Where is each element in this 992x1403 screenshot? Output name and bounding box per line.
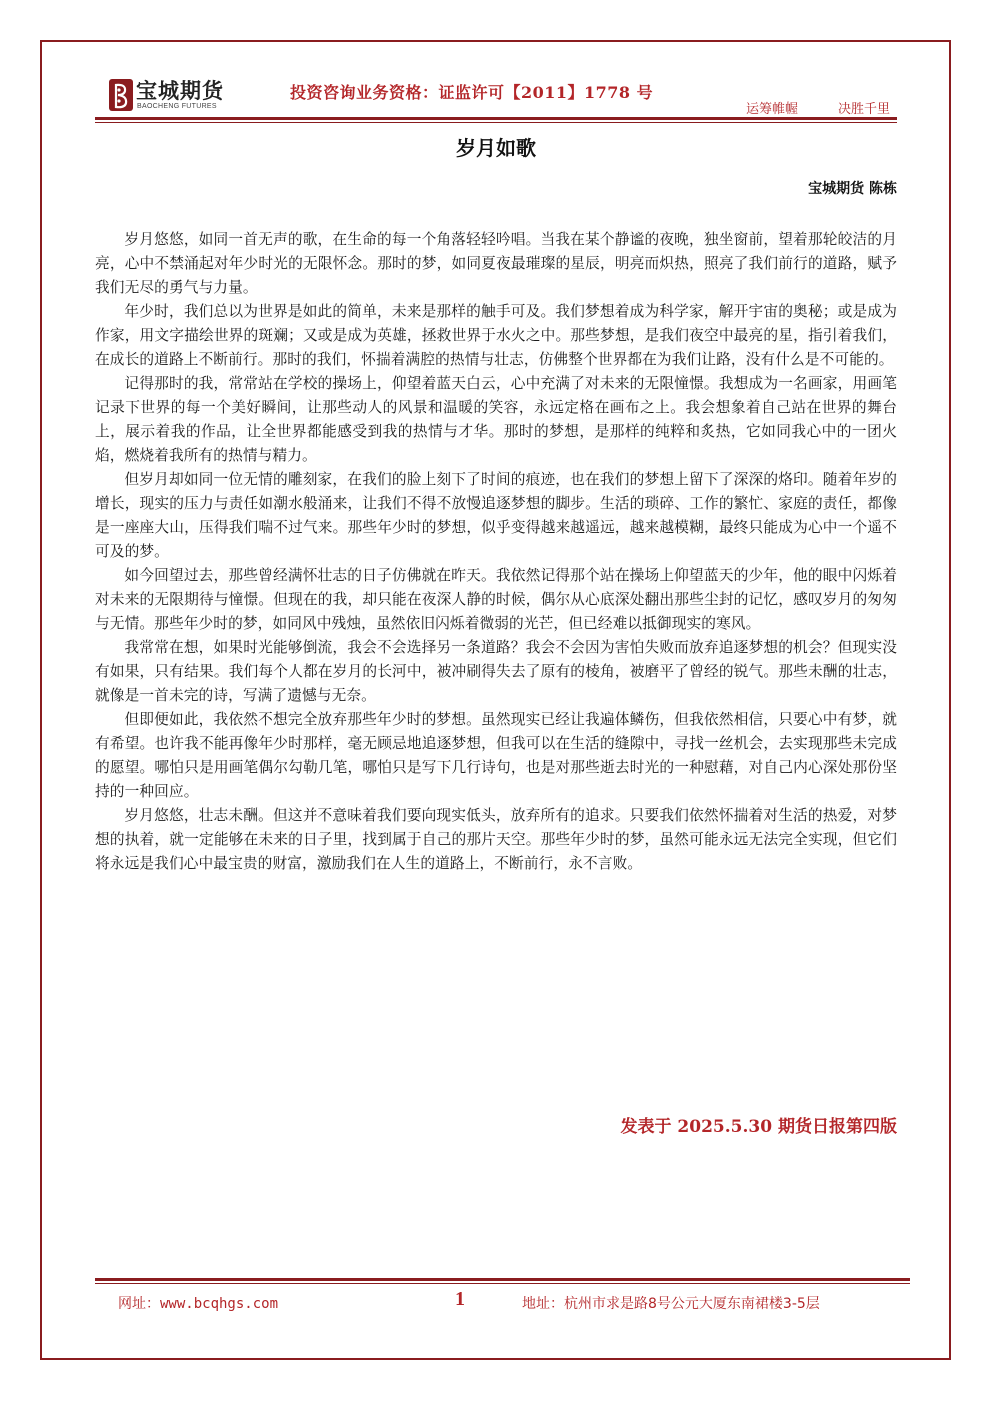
qualification-text: 投资咨询业务资格：证监许可【2011】1778 号 (290, 83, 654, 102)
logo-emblem-icon (108, 78, 134, 112)
paragraph: 记得那时的我，常常站在学校的操场上，仰望着蓝天白云，心中充满了对未来的无限憧憬。我想成为一名画家，用画笔记录下世界的每一个美好瞬间，让那些动人的风景和温暖的笑容，永远定格在画布之上。我会想象着自己站在世界的舞台上，展示着我的作品，让全世界都能感受到我的热情与才华。那时的梦想，是那样的纯粹和炙热，它如同我心中的一团火焰，燃烧着我所有的热情与精力。 (95, 375, 897, 464)
slogan-first: 运筹帷幄 (746, 102, 799, 117)
slogan-second: 决胜千里 (838, 102, 891, 117)
page-number: 1 (455, 1288, 465, 1310)
paragraph: 年少时，我们总以为世界是如此的简单，未来是那样的触手可及。我们梦想着成为科学家，解开宇宙的奥秘；或是成为作家，用文字描绘世界的斑斓；又或是成为英雄，拯救世界于水火之中。那些梦想，是我们夜空中最亮的星，指引着我们，在成长的道路上不断前行。那时的我们，怀揣着满腔的热情与壮志，仿佛整个世界都在为我们让路，没有什么是不可能的。 (95, 303, 897, 368)
footer-address: 地址：杭州市求是路8号公元大厦东南裙楼3-5层 (522, 1296, 820, 1312)
paragraph: 我常常在想，如果时光能够倒流，我会不会选择另一条道路？我会不会因为害怕失败而放弃追逐梦想的机会？但现实没有如果，只有结果。我们每个人都在岁月的长河中，被冲刷得失去了原有的棱角，被磨平了曾经的锐气。那些未酬的壮志，就像是一首未完的诗，写满了遗憾与无奈。 (95, 639, 897, 704)
article-title: 岁月如歌 (456, 136, 536, 160)
header-rule-thick (95, 117, 897, 120)
logo-chinese-name: 宝城期货 (136, 78, 224, 103)
article-body (95, 228, 897, 876)
paragraph: 如今回望过去，那些曾经满怀壮志的日子仿佛就在昨天。我依然记得那个站在操场上仰望蓝天的少年，他的眼中闪烁着对未来的无限期待与憧憬。但现在的我，却只能在夜深人静的时候，偶尔从心底深处翻出那些尘封的记忆，感叹岁月的匆匆与无情。那些年少时的梦，如同风中残烛，虽然依旧闪烁着微弱的光芒，但已经难以抵御现实的寒风。 (95, 567, 897, 632)
footer-rule-thick (95, 1278, 910, 1281)
logo-english-name: BAOCHENG FUTURES (137, 103, 217, 110)
header-rule-thin (95, 122, 897, 123)
paragraph: 岁月悠悠，如同一首无声的歌，在生命的每一个角落轻轻吟唱。当我在某个静谧的夜晚，独坐窗前，望着那轮皎洁的月亮，心中不禁涌起对年少时光的无限怀念。那时的梦，如同夏夜最璀璨的星辰，明亮而炽热，照亮了我们前行的道路，赋予我们无尽的勇气与力量。 (95, 231, 897, 296)
footer-website[interactable]: 网址：www.bcqhgs.com (118, 1296, 279, 1312)
company-logo (108, 78, 233, 114)
article-author: 宝城期货 陈栋 (808, 181, 897, 197)
paragraph: 但岁月却如同一位无情的雕刻家，在我们的脸上刻下了时间的痕迹，也在我们的梦想上留下了深深的烙印。随着年岁的增长，现实的压力与责任如潮水般涌来，让我们不得不放慢追逐梦想的脚步。生活的琐碎、工作的繁忙、家庭的责任，都像是一座座大山，压得我们喘不过气来。那些年少时的梦想，似乎变得越来越遥远，越来越模糊，最终只能成为心中一个遥不可及的梦。 (95, 471, 897, 560)
paragraph: 但即便如此，我依然不想完全放弃那些年少时的梦想。虽然现实已经让我遍体鳞伤，但我依然相信，只要心中有梦，就有希望。也许我不能再像年少时那样，毫无顾忌地追逐梦想，但我可以在生活的缝隙中，寻找一丝机会，去实现那些未完成的愿望。哪怕只是用画笔偶尔勾勒几笔，哪怕只是写下几行诗句，也是对那些逝去时光的一种慰藉，对自己内心深处那份坚持的一种回应。 (95, 711, 897, 800)
publication-note: 发表于 2025.5.30 期货日报第四版 (620, 1117, 897, 1137)
footer-rule-thin (95, 1283, 910, 1284)
paragraph: 岁月悠悠，壮志未酬。但这并不意味着我们要向现实低头，放弃所有的追求。只要我们依然怀揣着对生活的热爱，对梦想的执着，就一定能够在未来的日子里，找到属于自己的那片天空。那些年少时的梦，虽然可能永远无法完全实现，但它们将永远是我们心中最宝贵的财富，激励我们在人生的道路上，不断前行，永不言败。 (95, 807, 897, 872)
